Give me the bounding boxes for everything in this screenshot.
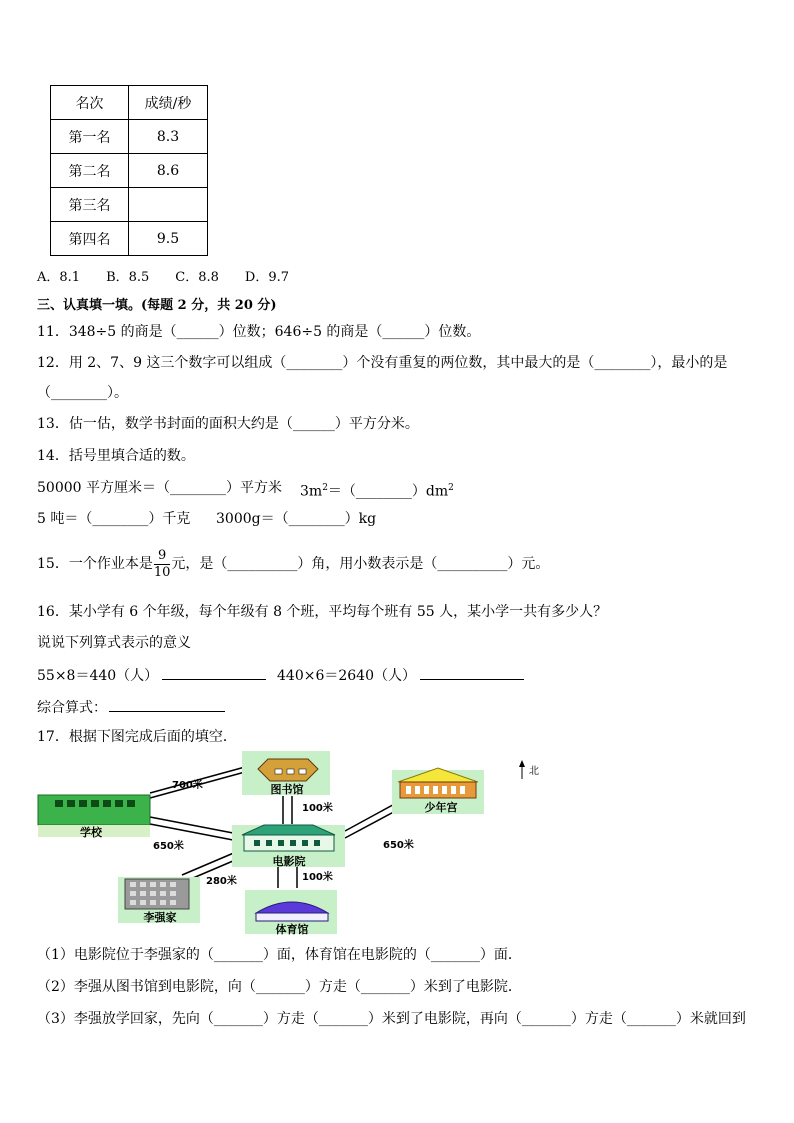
table-row	[51, 188, 208, 222]
answer-underline	[109, 697, 225, 712]
table-cell: 第二名	[51, 154, 129, 188]
fraction-numerator: 9	[154, 548, 171, 565]
question-11: 11．348÷5 的商是（______）位数；646÷5 的商是（______）位数。	[37, 324, 481, 340]
fraction	[154, 548, 171, 581]
question-14: 14．括号里填合适的数。	[37, 448, 195, 464]
question-17-2: （2）李强从图书馆到电影院，向（_______）方走（_______）米到了电影院．	[37, 979, 522, 995]
distance-cinema-gym: 100米	[302, 872, 333, 883]
question-14-d: 3000g＝（________）kg	[216, 511, 377, 527]
eq1-text: 55×8＝440（人）	[37, 668, 159, 684]
q14b-pre: 3m	[300, 483, 323, 500]
q14b-sup2: 2	[448, 483, 454, 493]
table-header-cell: 名次	[51, 86, 129, 120]
answer-choices: A．8.1 B．8.5 C．8.8 D．9.7	[37, 270, 290, 285]
map-label-school: 学校	[80, 826, 102, 839]
north-arrow-icon	[519, 760, 525, 779]
road-cinema-youth	[345, 801, 400, 831]
question-16-eq2	[277, 665, 524, 686]
map-label-cinema: 电影院	[272, 855, 306, 868]
score-table	[50, 85, 208, 256]
table-cell: 9.5	[129, 222, 208, 256]
answer-underline	[420, 665, 524, 680]
question-16: 16．某小学有 6 个年级，每个年级有 8 个班，平均每个班有 55 人，某小学一共有多少人？	[37, 604, 608, 620]
question-17: 17．根据下图完成后面的填空．	[37, 729, 237, 745]
distance-cinema-youth: 650米	[383, 840, 414, 851]
table-cell: 第四名	[51, 222, 129, 256]
eq2-text: 440×6＝2640（人）	[277, 668, 416, 684]
map-label-north: 北	[529, 766, 539, 777]
map-label-youth-palace: 少年宫	[424, 801, 458, 814]
table-row	[51, 154, 208, 188]
question-16-eq1	[37, 665, 266, 686]
q15-post: 元，是（__________）角，用小数表示是（__________）元。	[171, 556, 550, 572]
fraction-denominator: 10	[153, 564, 171, 580]
question-12-line1: 12．用 2、7、9 这三个数字可以组成（________）个没有重复的两位数，其中最大的是（________），最小的是	[37, 355, 728, 371]
distance-library-cinema: 100米	[302, 803, 333, 814]
question-16-total	[37, 697, 225, 718]
table-header-cell: 成绩/秒	[129, 86, 208, 120]
question-15	[37, 546, 549, 582]
total-label: 综合算式：	[37, 700, 107, 716]
distance-home-cinema: 280米	[206, 876, 237, 887]
q15-pre: 15．一个作业本是	[37, 556, 153, 572]
question-16-sub: 说说下列算式表示的意义	[37, 635, 191, 651]
table-cell: 8.6	[129, 154, 208, 188]
question-14-a: 50000 平方厘米＝（________）平方米	[37, 480, 282, 496]
distance-school-library: 700米	[172, 780, 203, 791]
map-label-library: 图书馆	[270, 783, 304, 796]
table-row	[51, 120, 208, 154]
map-diagram	[0, 745, 794, 945]
section-title: 三、认真填一填。(每题 2 分，共 20 分)	[37, 298, 277, 313]
road-school-cinema	[150, 824, 233, 840]
question-17-3: （3）李强放学回家，先向（_______）方走（_______）米到了电影院，再向（_______）方走（_______）米就回到	[37, 1011, 746, 1027]
q14b-post: ＝（________）dm	[327, 483, 449, 500]
question-17-1: （1）电影院位于李强家的（_______）面，体育馆在电影院的（_______）面．	[37, 947, 522, 963]
table-row	[51, 222, 208, 256]
question-13: 13．估一估，数学书封面的面积大约是（______）平方分米。	[37, 416, 419, 432]
q14b-sup: 2	[322, 483, 328, 493]
map-label-home: 李强家	[143, 911, 177, 924]
table-cell: 第三名	[51, 188, 129, 222]
table-cell	[129, 188, 208, 222]
road-school-cinema	[150, 817, 233, 833]
question-12-line2: （________）。	[37, 385, 128, 401]
question-14-c: 5 吨＝（________）千克	[37, 511, 191, 527]
table-header-row	[51, 86, 208, 120]
table-cell: 第一名	[51, 120, 129, 154]
answer-underline	[162, 665, 266, 680]
map-label-gym: 体育馆	[275, 923, 309, 936]
distance-school-cinema: 650米	[153, 841, 184, 852]
table-cell: 8.3	[129, 120, 208, 154]
question-14-b	[300, 478, 454, 502]
